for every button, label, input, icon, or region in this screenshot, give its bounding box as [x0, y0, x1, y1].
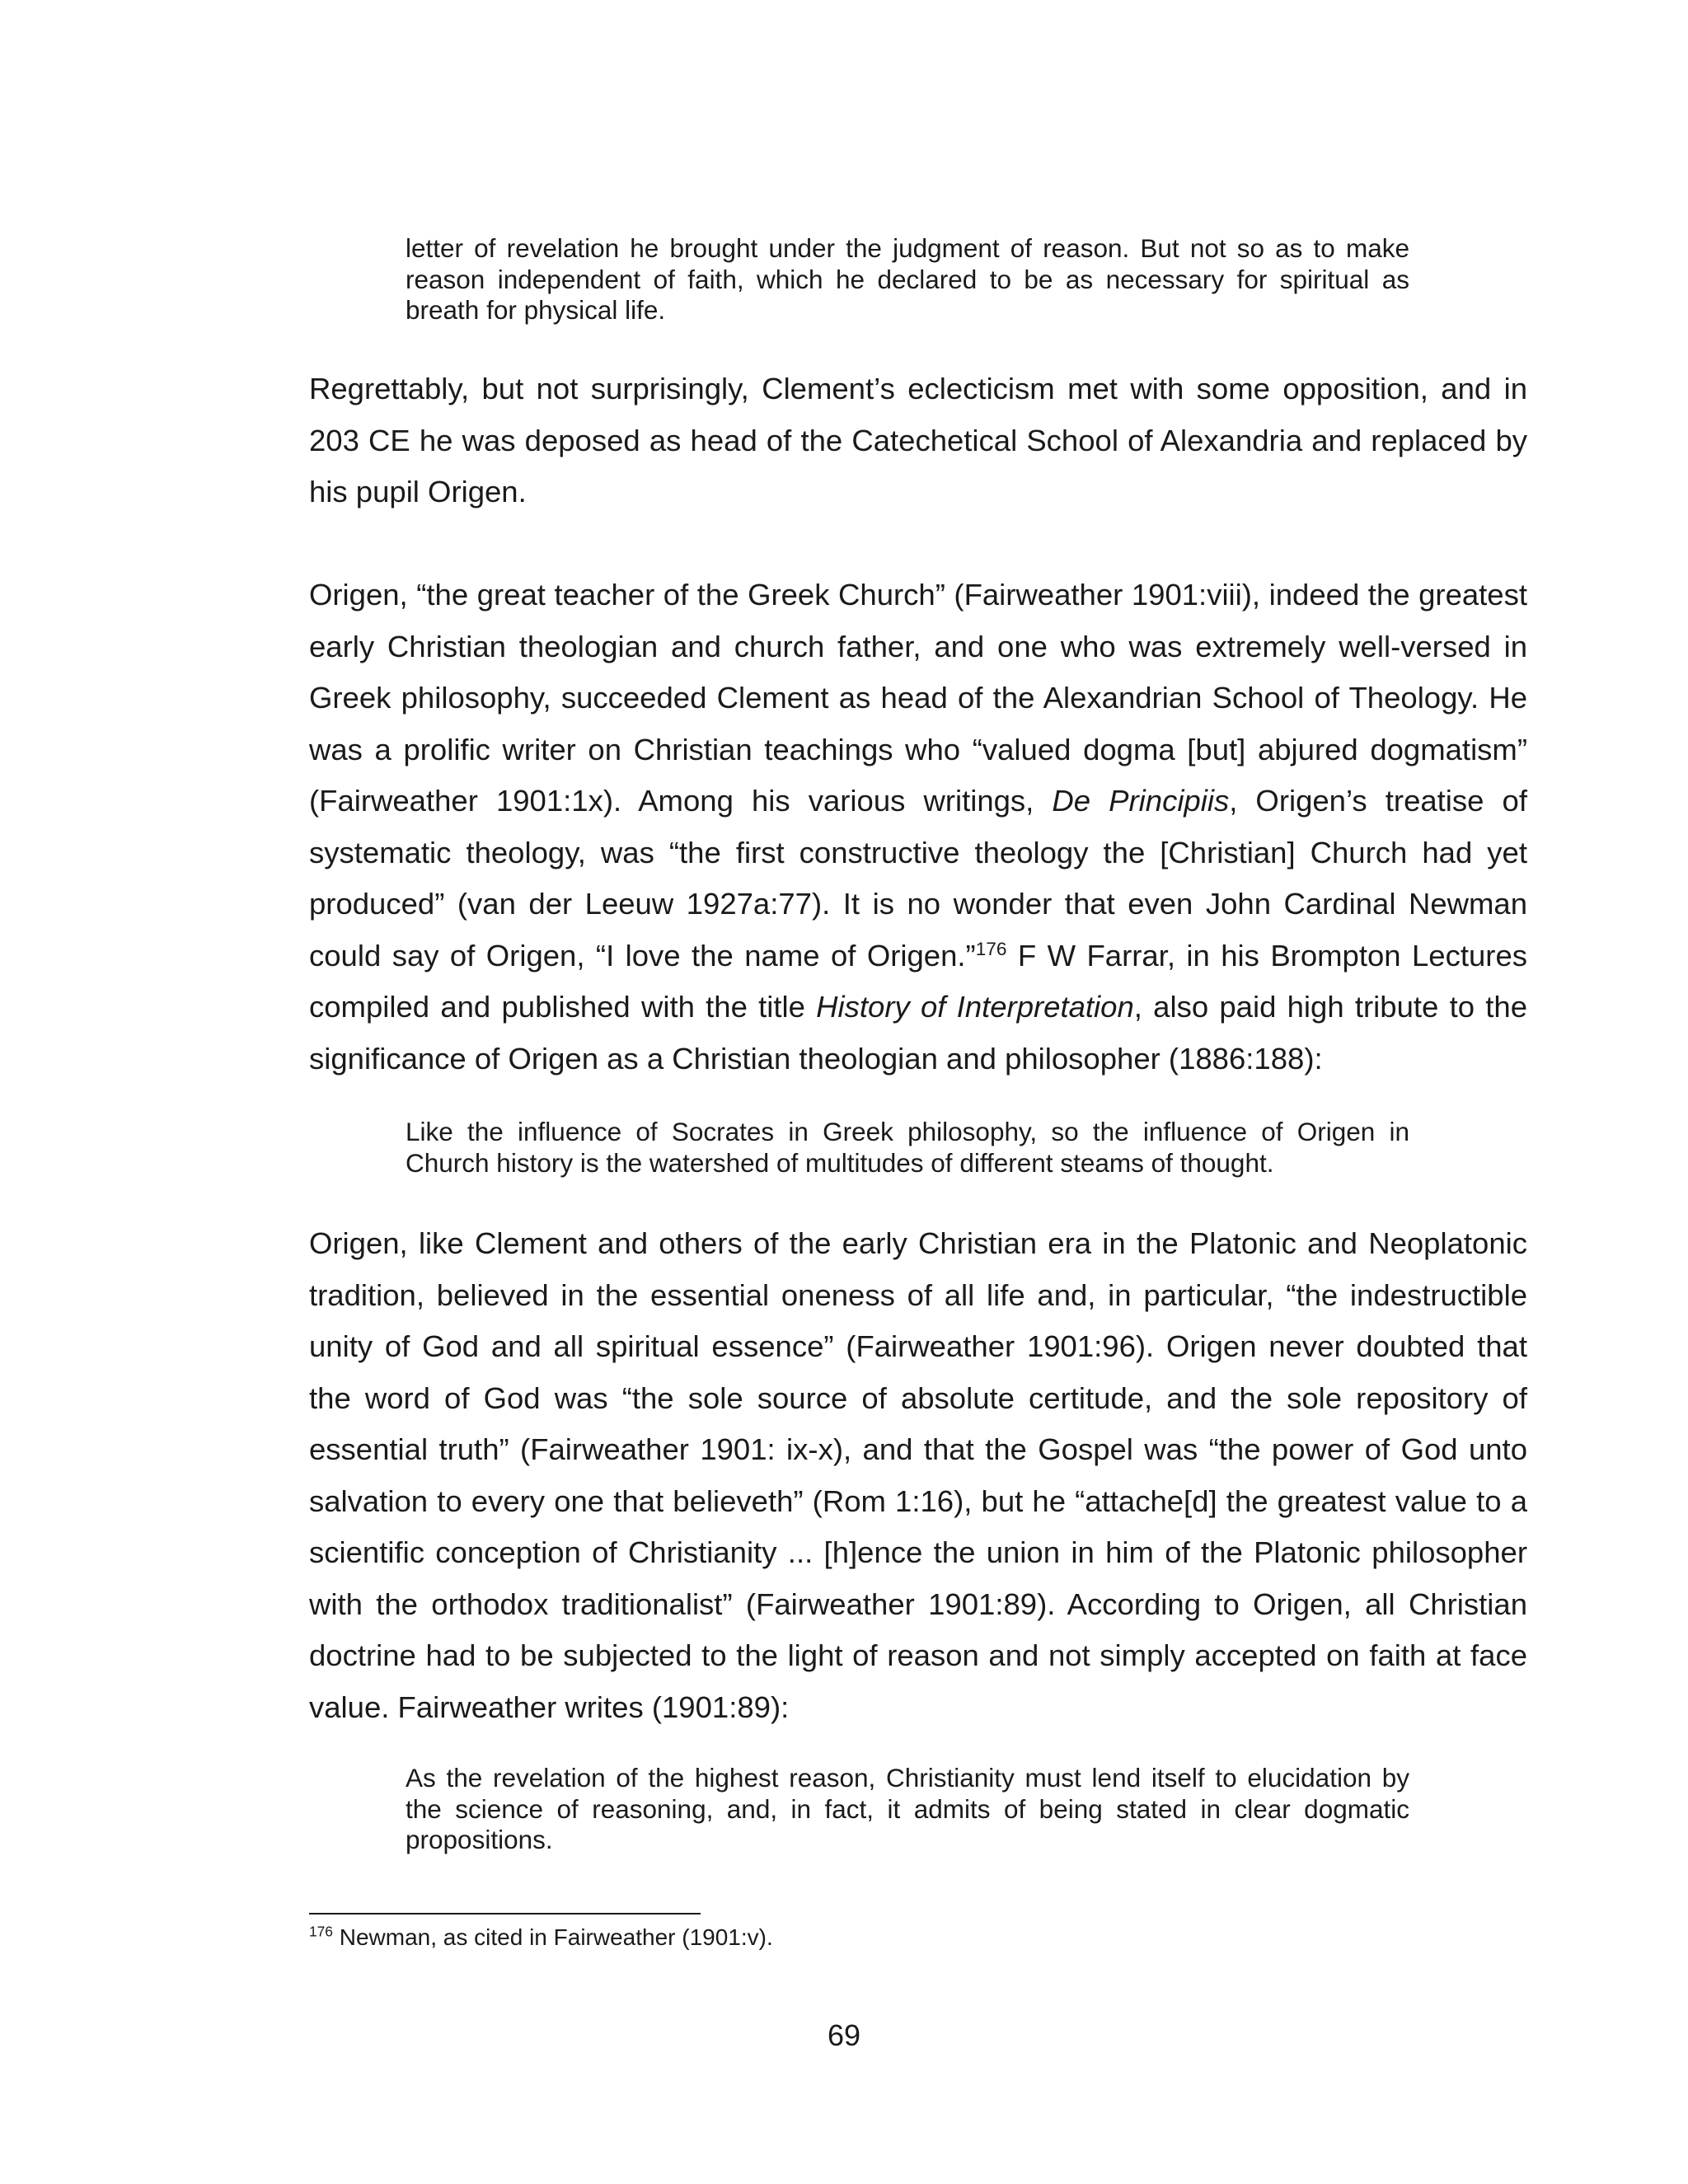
paragraph-segment: , also paid high tribute to the significance of Origen as a Christian theologian and philosopher (1886:188):	[309, 990, 1527, 1076]
paragraph-oneness: Origen, like Clement and others of the early Christian era in the Platonic and Neoplatonic tradition, believed in the essential oneness of all life and, in particular, “the indestructible unity of God and all spiritual essence” (Fairweather 1901:96). Origen never doubted that the word of God was “the sole source of absolute certitude, and the sole repository of essential truth” (Fairweather 1901: ix-x), and that the Gospel was “the power of God unto salvation to every one that believeth” (Rom 1:16), but he “attache[d] the greatest value to a scientific conception of Christianity ... [h]ence the union in him of the Platonic philosopher with the orthodox traditionalist” (Fairweather 1901:89). According to Origen, all Christian doctrine had to be subjected to the light of reason and not simply accepted on faith at face value. Fairweather writes (1901:89):	[309, 1226, 1527, 1724]
block-quote-fairweather: As the revelation of the highest reason, Christianity must lend itself to elucidation by the science of reasoning, and, in fact, it admits of being stated in clear dogmatic propositions.	[406, 1763, 1409, 1854]
paragraph-segment: Origen, “the great teacher of the Greek Church” (Fairweather 1901:viii), indeed the greatest early Christian theologian and church father, and one who was extremely well-versed in Greek philosophy, succeeded Clement as head of the Alexandrian School of Theology. He was a prolific writer on Christian teachings who “valued dogma [but] abjured dogmatism” (Fairweather 1901:1x). Among his various writings,	[309, 578, 1527, 818]
footnote-divider	[309, 1913, 701, 1915]
block-quote-farrar: Like the influence of Socrates in Greek philosophy, so the influence of Origen in Church history is the watershed of multitudes of different steams of thought.	[406, 1117, 1409, 1178]
paragraph-segment: , Origen’s treatise of systematic theology, was “the first constructive theology the [Christian] Church had yet produced” (van der Leeuw 1927a:77). It is no wonder that even John Cardinal Newman could say of Origen, “I love the name of Origen.”	[309, 784, 1527, 972]
page-number: 69	[827, 2018, 861, 2052]
paragraph-origen-intro	[309, 569, 1527, 1085]
footnote-number: 176	[309, 1923, 333, 1940]
title-de-principiis: De Principiis	[1052, 784, 1230, 818]
block-quote-top: letter of revelation he brought under the judgment of reason. But not so as to make reason independent of faith, which he declared to be as necessary for spiritual as breath for physical life.	[406, 233, 1409, 325]
title-history-of-interpretation: History of Interpretation	[816, 990, 1134, 1024]
footnote	[309, 1923, 1381, 1952]
footnote-text: Newman, as cited in Fairweather (1901:v).	[332, 1924, 773, 1950]
paragraph-deposition: Regrettably, but not surprisingly, Clement’s eclecticism met with some opposition, and in 203 CE he was deposed as head of the Catechetical School of Alexandria and replaced by his pupil Origen.	[309, 372, 1527, 509]
footnote-reference: 176	[975, 938, 1007, 959]
paragraph-segment: F W Farrar, in his Brompton Lectures compiled and published with the title	[309, 938, 1528, 1024]
